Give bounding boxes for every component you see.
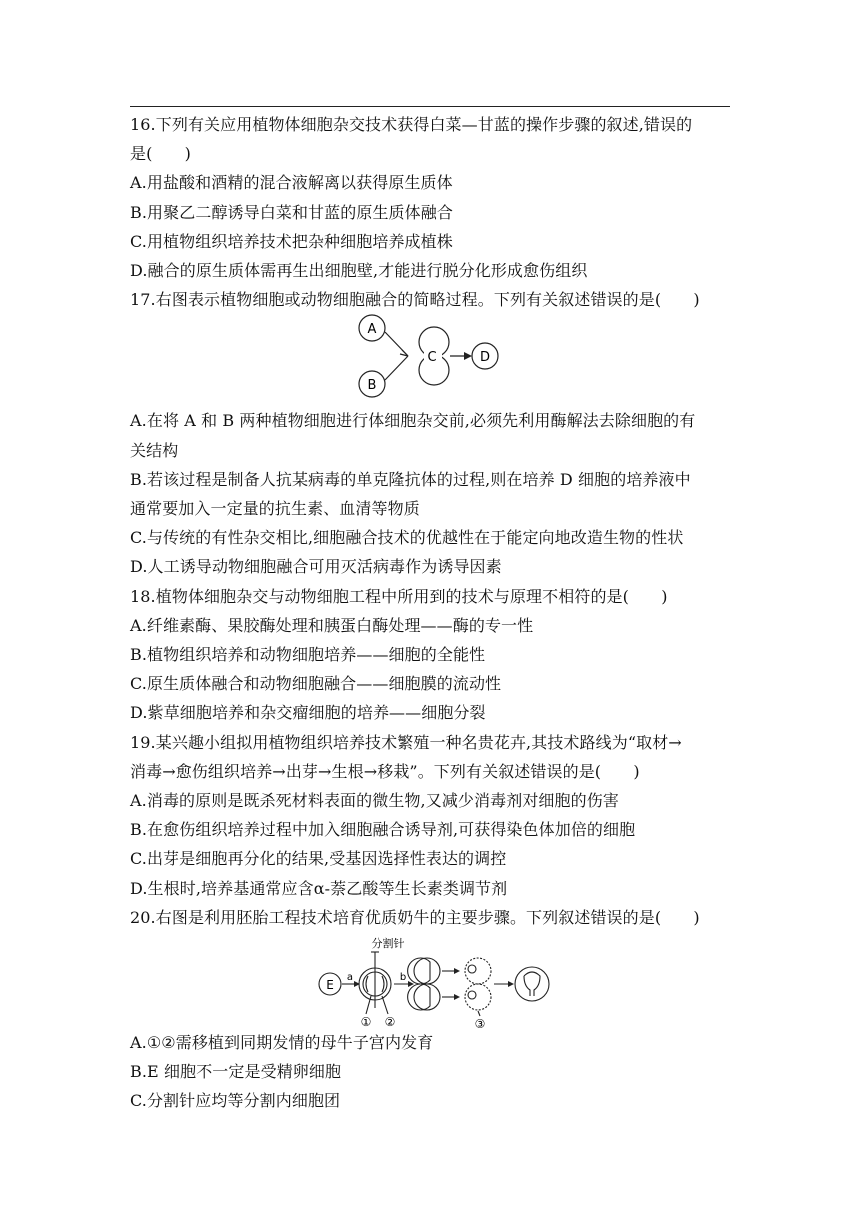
- inner-cell-mass-right: [382, 976, 384, 992]
- q16-stem-line-2: 是( ): [130, 144, 191, 164]
- q16-option-d: D.融合的原生质体需再生出细胞壁,才能进行脱分化形成愈伤组织: [130, 261, 588, 281]
- inner-cell-mass-left: [366, 976, 368, 992]
- q17-option-b-line-1: B.若该过程是制备人抗某病毒的单克隆抗体的过程,则在培养 D 细胞的培养液中: [130, 469, 691, 489]
- q20-option-c: C.分割针应均等分割内细胞团: [130, 1091, 341, 1111]
- label-3: ③: [474, 1017, 486, 1029]
- label-arrow-a: a: [346, 972, 354, 984]
- q20-option-b: B.E 细胞不一定是受精卵细胞: [130, 1062, 342, 1082]
- q18-option-b: B.植物组织培养和动物细胞培养——细胞的全能性: [130, 645, 486, 665]
- q17-stem-line-1: 17.右图表示植物细胞或动物细胞融合的简略过程。下列有关叙述错误的是( ): [130, 290, 700, 310]
- q20-stem: 20.右图是利用胚胎工程技术培育优质奶牛的主要步骤。下列叙述错误的是( ): [130, 907, 700, 927]
- q17-option-a-line-2: 关结构: [130, 440, 179, 460]
- arrow-b-line: [385, 356, 408, 380]
- embryo-upper-icm: [468, 965, 476, 973]
- q17-option-b-line-2: 通常要加入一定量的抗生素、血清等物质: [130, 499, 420, 519]
- q16-stem-line-1: 16.下列有关应用植物体细胞杂交技术获得白菜—甘蓝的操作步骤的叙述,错误的: [130, 115, 693, 134]
- label-e: E: [326, 978, 334, 993]
- half-embryo-lower-outline: [414, 984, 440, 1010]
- question-20: [130, 903, 734, 1116]
- q17-figure: [130, 314, 734, 406]
- q16-option-b: B.用聚乙二醇诱导白菜和甘蓝的原生质体融合: [130, 202, 453, 222]
- half-embryo-lower: [408, 984, 430, 1010]
- question-page: [130, 110, 734, 1116]
- q17-option-d: D.人工诱导动物细胞融合可用灭活病毒作为诱导因素: [130, 557, 502, 577]
- q19-option-d: D.生根时,培养基通常应含α-萘乙酸等生长素类调节剂: [130, 878, 508, 898]
- q20-figure: [130, 932, 734, 1028]
- merge-arrowhead: [400, 350, 408, 356]
- half-embryo-upper-outline: [414, 958, 440, 984]
- question-17: [130, 285, 734, 581]
- pointer-3: [478, 1011, 480, 1016]
- q18-option-d: D.紫草细胞培养和杂交瘤细胞的培养——细胞分裂: [130, 703, 486, 723]
- label-d: D: [479, 350, 491, 366]
- q19-option-a: A.消毒的原则是既杀死材料表面的微生物,又减少消毒剂对细胞的伤害: [130, 791, 619, 811]
- q18-option-c: C.原生质体融合和动物细胞融合——细胞膜的流动性: [130, 674, 502, 694]
- label-1: ①: [360, 1015, 372, 1029]
- label-a: A: [367, 322, 377, 338]
- label-c: C: [427, 350, 437, 366]
- pointer-2: [382, 996, 388, 1014]
- q16-option-a: A.用盐酸和酒精的混合液解离以获得原生质体: [130, 173, 453, 193]
- embryo-lower-icm: [468, 991, 476, 999]
- embryo-splitting-diagram: [130, 932, 734, 1028]
- half-embryo-upper: [408, 958, 430, 984]
- arrowhead-to-d: [464, 352, 472, 360]
- q19-option-c: C.出芽是细胞再分化的结果,受基因选择性表达的调控: [130, 849, 507, 869]
- label-arrow-b: b: [399, 972, 407, 984]
- q17-option-a-line-1: A.在将 A 和 B 两种植物细胞进行体细胞杂交前,必须先利用酶解法去除细胞的有: [130, 411, 696, 431]
- final-embryo-shape: [524, 972, 540, 996]
- q16-option-c: C.用植物组织培养技术把杂种细胞培养成植株: [130, 231, 453, 251]
- q18-stem: 18.植物体细胞杂交与动物细胞工程中所用到的技术与原理不相符的是( ): [130, 586, 668, 606]
- label-2: ②: [384, 1015, 396, 1029]
- label-needle: 分割针: [371, 937, 405, 951]
- arrowhead-lower: [454, 994, 460, 1000]
- q17-option-c: C.与传统的有性杂交相比,细胞融合技术的优越性在于能定向地改造生物的性状: [130, 528, 684, 548]
- question-19: [130, 728, 734, 903]
- q19-stem-line-1: 19.某兴趣小组拟用植物组织培养技术繁殖一种名贵花卉,其技术路线为“取材→: [130, 732, 682, 752]
- arrowhead-final: [508, 981, 514, 987]
- header-rule: [130, 106, 730, 107]
- q18-option-a: A.纤维素酶、果胶酶处理和胰蛋白酶处理——酶的专一性: [130, 615, 534, 635]
- question-16: [130, 110, 734, 285]
- cell-fusion-diagram: [130, 314, 734, 406]
- arrowhead-upper: [454, 968, 460, 974]
- q19-stem-line-2: 消毒→愈伤组织培养→出芽→生根→移栽”。下列有关叙述错误的是( ): [130, 761, 640, 781]
- question-18: [130, 582, 734, 728]
- q19-option-b: B.在愈伤组织培养过程中加入细胞融合诱导剂,可获得染色体加倍的细胞: [130, 820, 636, 840]
- q20-option-a: A.①②需移植到同期发情的母牛子宫内发育: [130, 1033, 434, 1053]
- label-b: B: [367, 378, 377, 394]
